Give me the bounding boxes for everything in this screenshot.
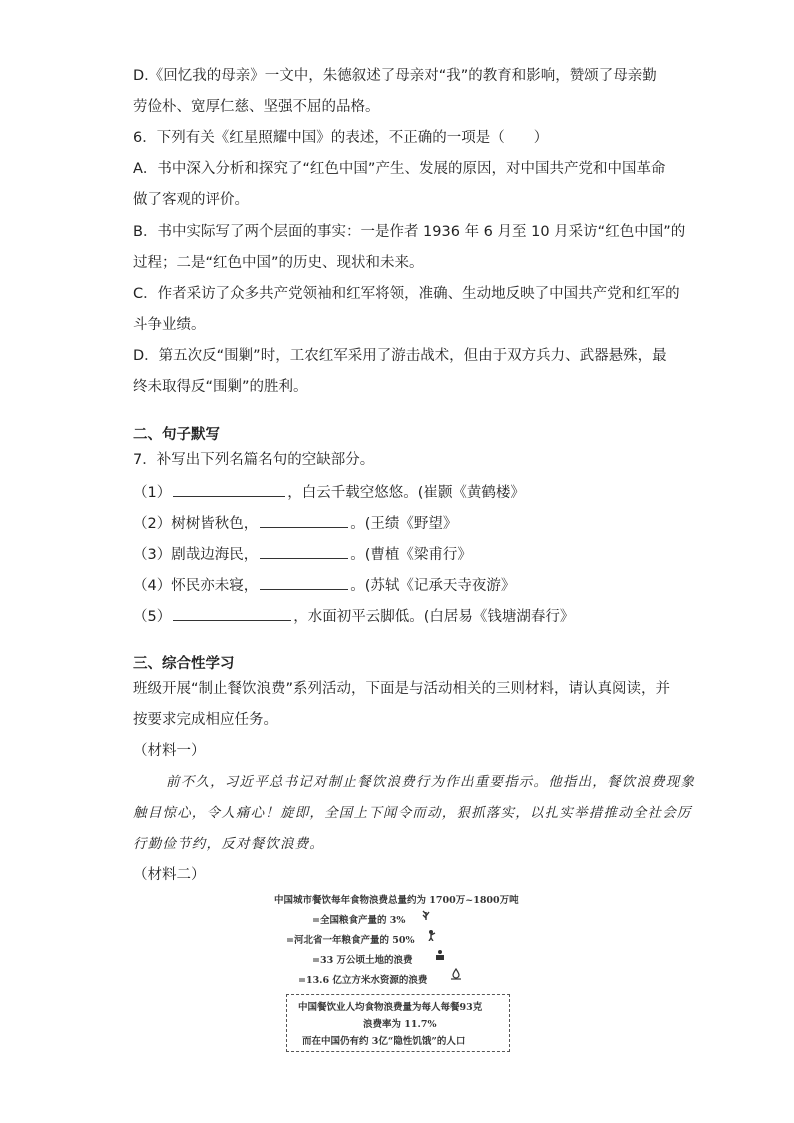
answer-blank-5[interactable] [173,606,291,621]
material-1-text-line3: 行勤俭节约，反对餐饮浪费。 [133,836,325,852]
section-3-heading: 三、综合性学习 [133,656,235,672]
q5-option-d-line1: D.《回忆我的母亲》一文中，朱德叙述了母亲对“我”的教育和影响，赞颂了母亲勤 [133,68,657,84]
land-icon [434,949,446,961]
poem-blank-4 [133,575,515,596]
question-7: 7．补写出下列名篇名句的空缺部分。 [133,452,375,468]
q5-option-d-line2: 劳俭朴、宽厚仁慈、坚强不屈的品格。 [133,99,380,115]
poem-blank-3-prefix: （3）剧哉边海民， [133,547,259,563]
q6-option-c-line2: 斗争业绩。 [133,317,206,333]
answer-blank-4[interactable] [260,575,348,590]
summary-line-2: 浪费率为 11.7% [363,1019,437,1030]
poem-blank-1-suffix: ，白云千载空悠悠。(崔颢《黄鹤楼》 [287,485,525,501]
q6-option-d-line2: 终未取得反“围剿”的胜利。 [133,379,308,395]
material-1-text-line1: 前不久，习近平总书记对制止餐饮浪费行为作出重要指示。他指出，餐饮浪费现象 [166,774,696,790]
infographic-row-2: =河北省一年粮食产量的 50% [286,935,415,946]
q6-option-a-line1: A．书中深入分析和探究了“红色中国”产生、发展的原因，对中国共产党和中国革命 [133,161,666,177]
answer-blank-2[interactable] [260,513,348,528]
poem-blank-4-suffix: 。(苏轼《记承天寺夜游》 [350,578,516,594]
q6-option-d-line1: D．第五次反“围剿”时，工农红军采用了游击战术，但由于双方兵力、武器悬殊，最 [133,348,667,364]
q6-option-c-line1: C．作者采访了众多共产党领袖和红军将领，准确、生动地反映了中国共产党和红军的 [133,286,680,302]
poem-blank-5-prefix: （5） [133,609,172,625]
material-1-text-line2: 触目惊心，令人痛心！旋即，全国上下闻令而动，狠抓落实，以扎实举措推动全社会厉 [133,805,692,821]
poem-blank-5 [133,606,574,627]
poem-blank-2 [133,513,457,534]
waste-summary-box [286,994,510,1052]
poem-blank-2-prefix: （2）树树皆秋色， [133,516,259,532]
poem-blank-3-suffix: 。(曹植《梁甫行》 [350,547,472,563]
infographic-row-3: =33 万公顷土地的浪费 [312,955,413,966]
q6-option-a-line2: 做了客观的评价。 [133,192,249,208]
answer-blank-1[interactable] [173,482,285,497]
section-2-heading: 二、句子默写 [133,427,220,443]
farmer-icon [426,929,438,941]
q6-option-b-line1: B．书中实际写了两个层面的事实：一是作者 1936 年 6 月至 10 月采访“红色中国”的 [133,224,686,240]
q6-option-b-line2: 过程；二是“红色中国”的历史、现状和未来。 [133,255,424,271]
water-icon [450,968,462,980]
question-6: 6．下列有关《红星照耀中国》的表述，不正确的一项是（ ） [133,130,549,146]
poem-blank-3 [133,544,472,565]
activity-intro-line1: 班级开展“制止餐饮浪费”系列活动，下面是与活动相关的三则材料，请认真阅读，并 [133,681,671,697]
summary-line-1: 中国餐饮业人均食物浪费量为每人每餐93克 [298,1002,483,1013]
material-2-label: （材料二） [133,867,206,883]
wheat-icon [420,909,432,921]
poem-blank-2-suffix: 。(王绩《野望》 [350,516,458,532]
activity-intro-line2: 按要求完成相应任务。 [133,712,278,728]
infographic-row-4: =13.6 亿立方米水资源的浪费 [298,975,428,986]
material-1-label: （材料一） [133,743,206,759]
food-waste-infographic [268,886,528,1056]
summary-line-3: 而在中国仍有约 3亿“隐性饥饿”的人口 [302,1036,466,1047]
poem-blank-5-suffix: ，水面初平云脚低。(白居易《钱塘湖春行》 [293,609,575,625]
infographic-title: 中国城市餐饮每年食物浪费总量约为 1700万~1800万吨 [274,895,519,906]
poem-blank-4-prefix: （4）怀民亦未寝， [133,578,259,594]
infographic-row-1: =全国粮食产量的 3% [312,915,406,926]
poem-blank-1-prefix: （1） [133,485,172,501]
poem-blank-1 [133,482,525,503]
answer-blank-3[interactable] [260,544,348,559]
